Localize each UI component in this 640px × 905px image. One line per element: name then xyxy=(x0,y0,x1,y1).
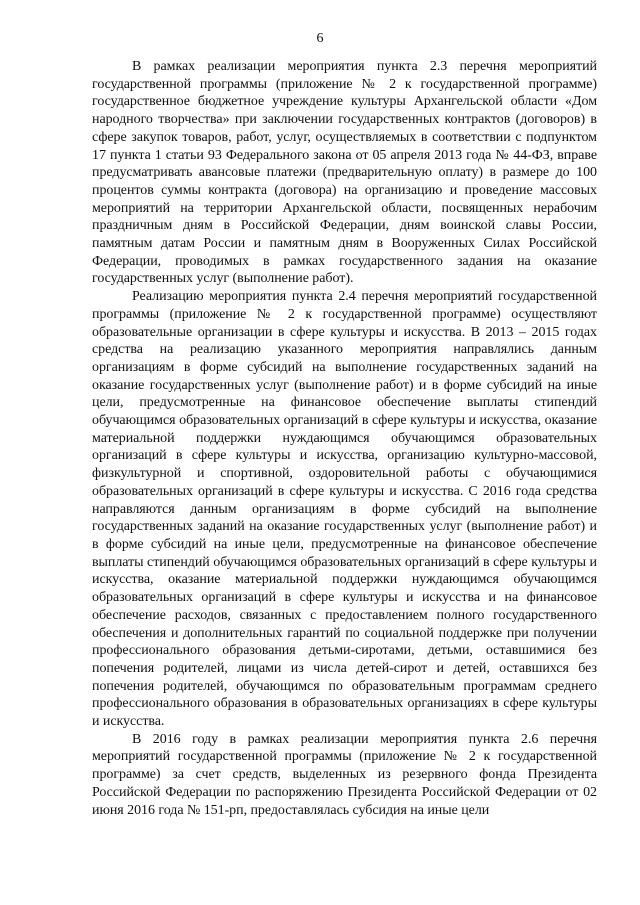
document-body xyxy=(92,58,597,819)
paragraph-measure-2-3: В рамках реализации мероприятия пункта 2.3 перечня мероприятий государственной программы (приложение № 2 к государственной программе) государственное бюджетное учреждение культуры Архангельской области «Дом народного творчества» при заключении государственных контрактов (договоров) в сфере закупок товаров, работ, услуг, осуществляемых в соответствии с подпунктом 17 пункта 1 статьи 93 Федерального закона от 05 апреля 2013 года № 44-ФЗ, вправе предусматривать авансовые платежи (предварительную оплату) в размере до 100 процентов суммы контракта (договора) на организацию и проведение массовых мероприятий на территории Архангельской области, посвященных нерабочим праздничным дням в Российской Федерации, дням воинской славы России, памятным датам России и памятным дням в Вооруженных Силах Российской Федерации, проводимых в рамках государственного задания на оказание государственных услуг (выполнение работ). xyxy=(92,59,597,287)
paragraph-measure-2-6: В 2016 году в рамках реализации мероприятия пункта 2.6 перечня мероприятий государственной программы (приложение № 2 к государственной программе) за счет средств, выделенных из резервного фонда Президента Российской Федерации по распоряжению Президента Российской Федерации от 02 июня 2016 года № 151-рп, предоставлялась субсидия на иные цели xyxy=(92,731,597,818)
page-number: 6 xyxy=(316,31,324,46)
paragraph-measure-2-4: Реализацию мероприятия пункта 2.4 перечня мероприятий государственной программы (приложение № 2 к государственной программе) осуществляют образовательные организации в сфере культуры и искусства. В 2013 – 2015 годах средства на реализацию указанного мероприятия направлялись данным организациям в форме субсидий на выполнение государственных заданий на оказание государственных услуг (выполнение работ) и в форме субсидий на иные цели, предусмотренные на финансовое обеспечение выплаты стипендий обучающимся образовательных организаций в сфере культуры и искусства, оказание материальной поддержки нуждающимся обучающимся образовательных организаций в сфере культуры и искусства, организацию культурно-массовой, физкультурной и спортивной, оздоровительной работы с обучающимися образовательных организаций в сфере культуры и искусства. С 2016 года средства направляются данным организациям в форме субсидий на выполнение государственных заданий на оказание государственных услуг (выполнение работ) и в форме субсидий на иные цели, предусмотренные на финансовое обеспечение выплаты стипендий обучающимся образовательных организаций в сфере культуры и искусства, оказание материальной поддержки нуждающимся обучающимся образовательных организаций в сфере культуры и искусства и на финансовое обеспечение расходов, связанных с предоставлением полного государственного обеспечения и дополнительных гарантий по социальной поддержке при получении профессионального образования детьми-сиротами, детьми, оставшимися без попечения родителей, лицами из числа детей-сирот и детей, оставшихся без попечения родителей, обучающимся по образовательным программам среднего профессионального образования в образовательных организациях в сфере культуры и искусства. xyxy=(92,289,597,730)
